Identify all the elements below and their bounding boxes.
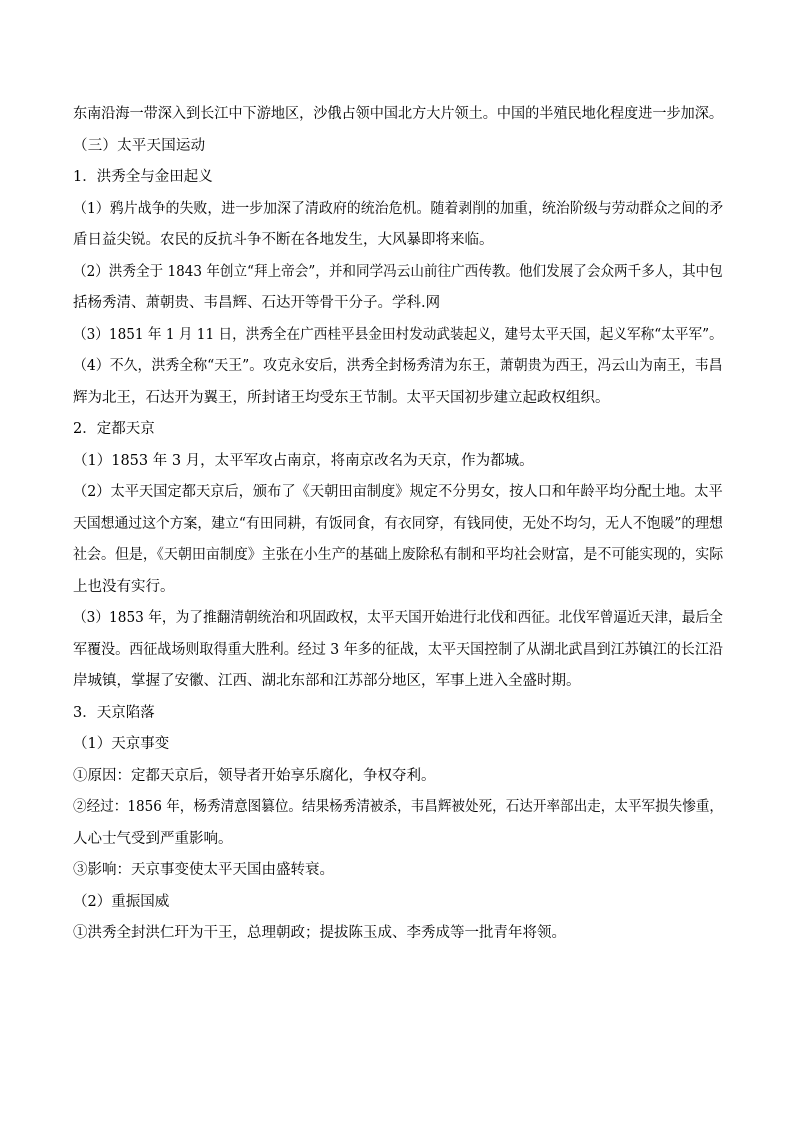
text-line: 1．洪秀全与金田起义 (73, 169, 213, 185)
text-line: （1）1853 年 3 月，太平军攻占南京，将南京改名为天京，作为都城。 (73, 452, 534, 469)
text-line: （3）1851 年 1 月 11 日，洪秀全在广西桂平县金田村发动武装起义，建号太平天国，起义军称“太平军”。 (73, 326, 723, 343)
text-line: 天国想通过这个方案，建立“有田同耕，有饭同食，有衣同穿，有钱同使，无处不均匀，无人不饱暖”的理想 (73, 515, 723, 532)
text-line: （4）不久，洪秀全称“天王”。攻克永安后，洪秀全封杨秀清为东王，萧朝贵为西王，冯云山为南王，韦昌 (73, 358, 723, 374)
subsection-heading-tianjing (73, 414, 723, 446)
paragraph-point-4 (73, 351, 723, 414)
text-line: 岸城镇，掌握了安徽、江西、湖北东部和江苏部分地区，军事上进入全盛时期。 (73, 673, 581, 689)
paragraph-capital-1 (73, 446, 723, 478)
paragraph-incident-heading (73, 729, 723, 761)
text-line: 3．天京陷落 (73, 704, 155, 721)
text-line: （三）太平天国运动 (73, 137, 206, 154)
text-line: （1）天京事变 (73, 736, 170, 752)
subsection-heading-fall (73, 698, 723, 730)
paragraph-intro (73, 99, 723, 131)
paragraph-revival-1 (73, 918, 723, 950)
text-line: 上也没有实行。 (73, 578, 175, 595)
text-line: 军覆没。西征战场则取得重大胜利。经过 3 年多的征战，太平天国控制了从湖北武昌到江苏镇江的长江沿 (73, 641, 723, 658)
paragraph-capital-2 (73, 477, 723, 603)
subsection-heading-jintian (73, 162, 723, 194)
text-line: （2）洪秀全于 1843 年创立“拜上帝会”，并和同学冯云山前往广西传教。他们发展了会众两千多人，其中包 (73, 263, 723, 280)
paragraph-incident-cause (73, 761, 723, 793)
text-line: （2）重振国威 (73, 893, 170, 910)
paragraph-revival-heading (73, 887, 723, 919)
paragraph-incident-impact (73, 855, 723, 887)
text-line: ②经过：1856 年，杨秀清意图篡位。结果杨秀清被杀，韦昌辉被处死，石达开率部出走，太平军损失惨重， (73, 799, 724, 815)
paragraph-capital-3 (73, 603, 723, 698)
text-line: 东南沿海一带深入到长江中下游地区，沙俄占领中国北方大片领土。中国的半殖民地化程度进一步加深。 (73, 106, 723, 122)
text-line: 盾日益尖锐。农民的反抗斗争不断在各地发生，大风暴即将来临。 (73, 232, 494, 248)
paragraph-point-1 (73, 194, 723, 257)
text-line: （1）鸦片战争的失败，进一步加深了清政府的统治危机。随着剥削的加重，统治阶级与劳动群众之间的矛 (73, 200, 724, 217)
text-line: ①洪秀全封洪仁玕为干王，总理朝政；提拔陈玉成、李秀成等一批青年将领。 (73, 925, 566, 941)
text-line: 2．定都天京 (73, 421, 155, 437)
section-heading-taiping (73, 131, 723, 163)
text-line: ③影响：天京事变使太平天国由盛转衰。 (73, 862, 334, 878)
paragraph-incident-process (73, 792, 723, 855)
text-line: （3）1853 年，为了推翻清朝统治和巩固政权，太平天国开始进行北伐和西征。北伐军曾逼近天津，最后全 (73, 610, 723, 626)
text-line: 人心士气受到严重影响。 (73, 830, 233, 847)
document-body (73, 99, 723, 950)
text-line: 辉为北王，石达开为翼王，所封诸王均受东王节制。太平天国初步建立起政权组织。 (73, 389, 610, 406)
text-line: 括杨秀清、萧朝贵、韦昌辉、石达开等骨干分子。学科.网 (73, 295, 441, 311)
text-line: （2）太平天国定都天京后，颁布了《天朝田亩制度》规定不分男女，按人口和年龄平均分配土地。太平 (73, 484, 723, 500)
paragraph-point-3 (73, 320, 723, 352)
text-line: 社会。但是，《天朝田亩制度》主张在小生产的基础上废除私有制和平均社会财富，是不可能实现的，实际 (73, 547, 724, 563)
text-line: ①原因：定都天京后，领导者开始享乐腐化，争权夺利。 (73, 767, 436, 784)
paragraph-point-2 (73, 257, 723, 320)
